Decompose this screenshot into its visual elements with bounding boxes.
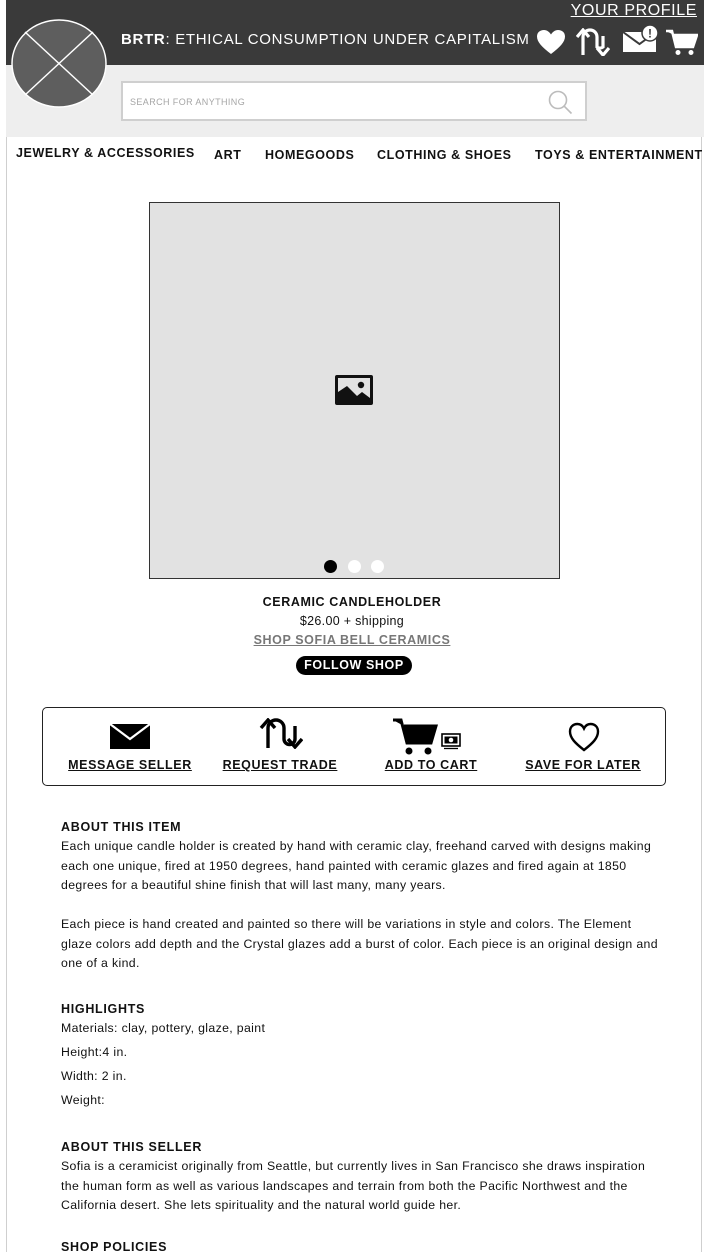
mail-notification-icon[interactable] <box>622 24 660 53</box>
heart-outline-icon <box>568 722 600 752</box>
carousel-dot-3[interactable] <box>371 560 384 573</box>
save-for-later-action[interactable] <box>518 708 648 785</box>
follow-shop-button[interactable]: FOLLOW SHOP <box>296 656 412 675</box>
carousel-dot-1[interactable] <box>324 560 337 573</box>
logo-icon[interactable] <box>11 19 107 108</box>
save-for-later-label: SAVE FOR LATER <box>525 758 641 772</box>
search-input[interactable] <box>130 93 530 111</box>
heart-icon[interactable] <box>536 29 566 55</box>
about-seller-heading: ABOUT THIS SELLER <box>61 1140 203 1154</box>
shop-policies-heading: SHOP POLICIES <box>61 1240 168 1252</box>
cart-with-money-icon <box>393 718 463 756</box>
product-price: $26.00 + shipping <box>299 614 405 628</box>
product-title: CERAMIC CANDLEHOLDER <box>262 595 442 609</box>
highlight-weight: Weight: <box>61 1093 105 1107</box>
brand-title <box>121 31 530 48</box>
request-trade-action[interactable] <box>215 708 345 785</box>
envelope-icon <box>110 724 150 749</box>
nav-item-art[interactable]: ART <box>214 148 242 162</box>
trade-arrows-icon <box>259 718 303 749</box>
nav-item-jewelry-accessories[interactable]: JEWELRY & ACCESSORIES <box>16 146 195 160</box>
brand-name: BRTR <box>121 31 166 48</box>
brand-tagline: : ETHICAL CONSUMPTION UNDER CAPITALISM <box>165 31 530 48</box>
shop-link[interactable]: SHOP SOFIA BELL CERAMICS <box>253 633 451 647</box>
highlight-materials: Materials: clay, pottery, glaze, paint <box>61 1021 266 1035</box>
image-placeholder-icon <box>335 375 373 405</box>
about-item-paragraph-1: Each unique candle holder is created by hand with ceramic clay, freehand carved with designs making each one unique, fired at 1950 degrees, hand painted with ceramic glazes and fired again at 1850 degrees for a beautiful shine finish that will last many, many years. <box>61 839 652 892</box>
highlight-width: Width: 2 in. <box>61 1069 127 1083</box>
trade-icon[interactable] <box>576 28 610 56</box>
add-to-cart-label: ADD TO CART <box>384 758 478 772</box>
carousel-dot-2[interactable] <box>348 560 361 573</box>
cart-icon[interactable] <box>666 29 698 56</box>
search-box <box>121 81 587 121</box>
highlights-heading: HIGHLIGHTS <box>61 1002 146 1016</box>
add-to-cart-action[interactable] <box>366 708 496 785</box>
notification-badge: ! <box>648 26 652 41</box>
product-image[interactable] <box>149 202 560 579</box>
request-trade-label: REQUEST TRADE <box>222 758 338 772</box>
about-item-paragraph-2: Each piece is hand created and painted so there will be variations in style and colors. The Element glaze colors add depth and the Crystal glazes add a burst of color. Each piece is an original design and one of a kind. <box>61 917 658 970</box>
nav-item-homegoods[interactable]: HOMEGOODS <box>265 148 355 162</box>
your-profile-link[interactable]: YOUR PROFILE <box>570 2 697 19</box>
search-icon[interactable] <box>547 89 573 115</box>
about-seller-paragraph: Sofia is a ceramicist originally from Seattle, but currently lives in San Francisco she draws inspiration the human form as well as various landscapes and terrain from both the Pacific Northwest and the California desert. She lets spirituality and the natural world guide her. <box>61 1159 646 1212</box>
highlight-height: Height:4 in. <box>61 1045 128 1059</box>
about-item-heading: ABOUT THIS ITEM <box>61 820 182 834</box>
action-bar <box>42 707 666 786</box>
nav-item-toys-entertainment[interactable]: TOYS & ENTERTAINMENT <box>535 148 703 162</box>
message-seller-label: MESSAGE SELLER <box>68 758 192 772</box>
nav-item-clothing-shoes[interactable]: CLOTHING & SHOES <box>377 148 512 162</box>
message-seller-action[interactable] <box>65 708 195 785</box>
